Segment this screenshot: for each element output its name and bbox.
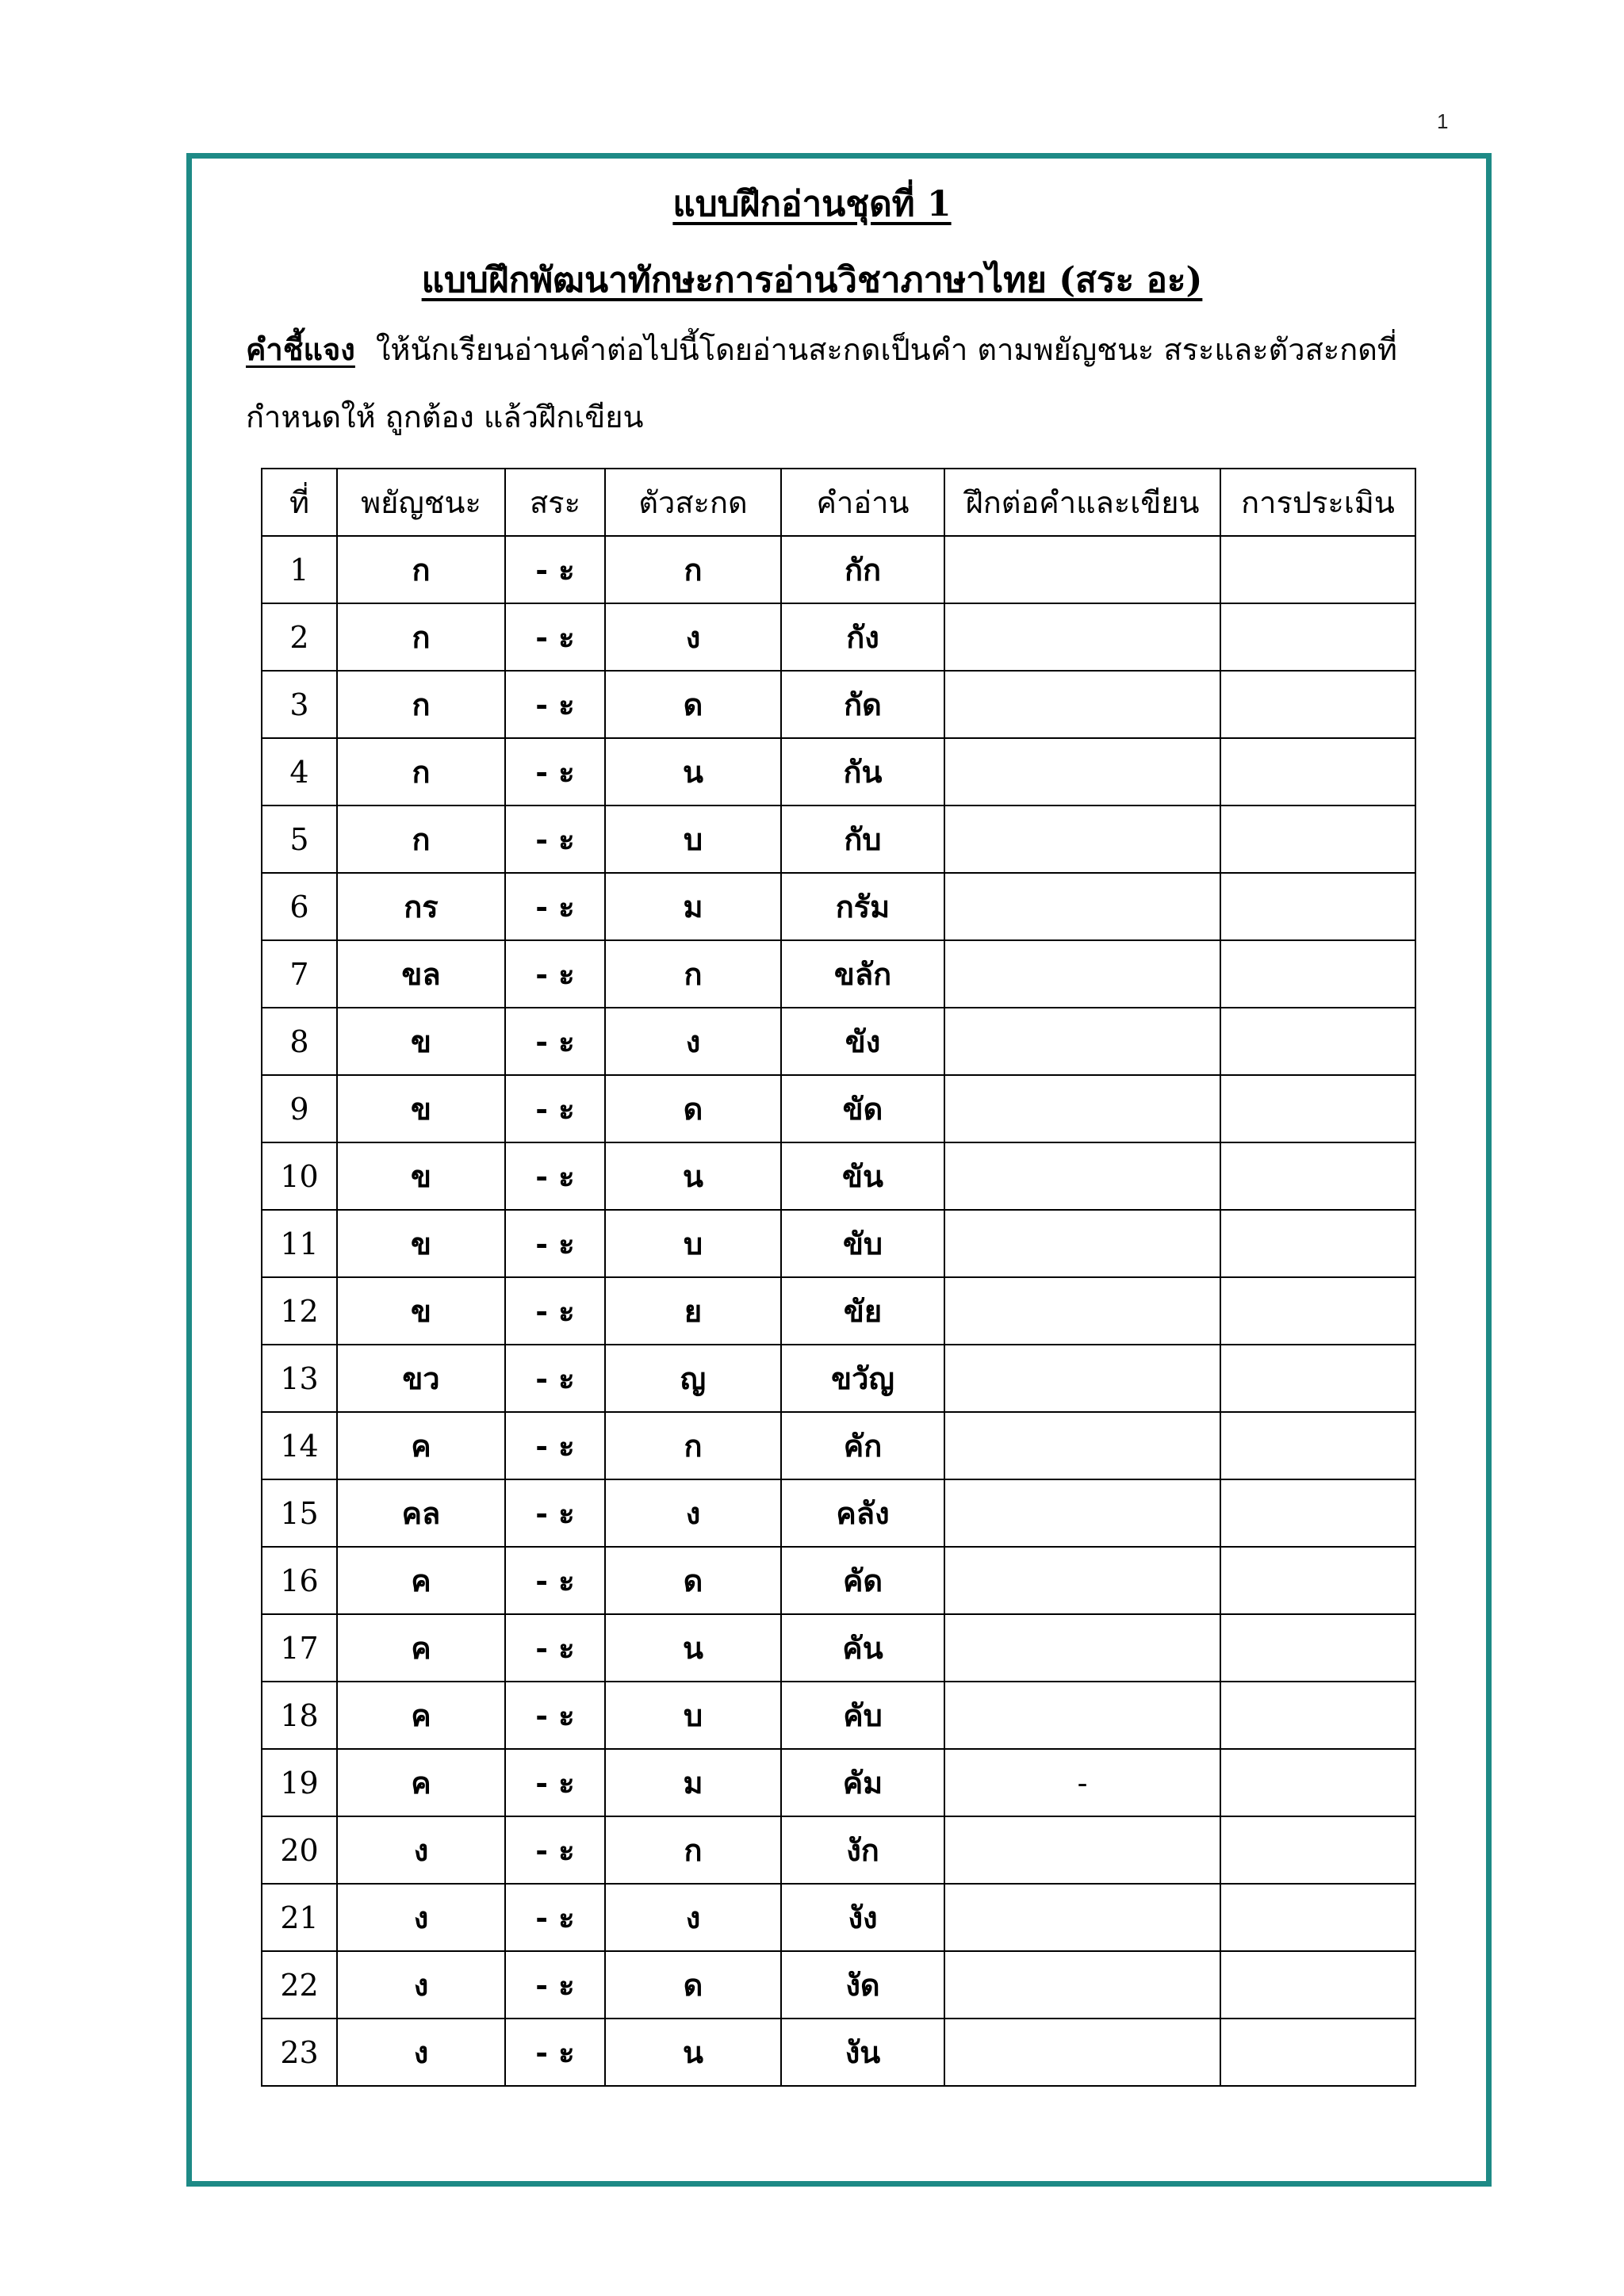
cell-vowel: - ะ (505, 1345, 605, 1412)
table-row (262, 2019, 1415, 2086)
cell-practice-writing[interactable] (944, 738, 1220, 806)
table-header-row (262, 469, 1415, 536)
cell-vowel: - ะ (505, 873, 605, 940)
cell-final-consonant: น (605, 2019, 781, 2086)
cell-number: 11 (262, 1210, 337, 1277)
cell-reading-word: งัด (781, 1951, 944, 2019)
table-row (262, 536, 1415, 603)
cell-practice-writing[interactable] (944, 1142, 1220, 1210)
cell-vowel: - ะ (505, 1277, 605, 1345)
cell-practice-writing[interactable] (944, 1479, 1220, 1547)
cell-consonant: ขล (337, 940, 505, 1008)
cell-final-consonant: ก (605, 940, 781, 1008)
cell-final-consonant: ก (605, 1412, 781, 1479)
cell-vowel: - ะ (505, 1682, 605, 1749)
cell-number: 15 (262, 1479, 337, 1547)
header-consonant: พยัญชนะ (337, 469, 505, 536)
cell-number: 3 (262, 671, 337, 738)
cell-consonant: ข (337, 1008, 505, 1075)
cell-number: 16 (262, 1547, 337, 1614)
cell-reading-word: กัน (781, 738, 944, 806)
cell-evaluation[interactable] (1220, 1277, 1415, 1345)
cell-reading-word: ขับ (781, 1210, 944, 1277)
cell-final-consonant: ญ (605, 1345, 781, 1412)
cell-consonant: ค (337, 1614, 505, 1682)
cell-final-consonant: ย (605, 1277, 781, 1345)
cell-practice-writing[interactable] (944, 1075, 1220, 1142)
table-row (262, 1884, 1415, 1951)
cell-number: 4 (262, 738, 337, 806)
cell-consonant: ข (337, 1210, 505, 1277)
cell-final-consonant: ก (605, 536, 781, 603)
table-row (262, 1749, 1415, 1816)
cell-consonant: ก (337, 738, 505, 806)
cell-vowel: - ะ (505, 1075, 605, 1142)
cell-evaluation[interactable] (1220, 1345, 1415, 1412)
table-row (262, 671, 1415, 738)
cell-practice-writing[interactable] (944, 1345, 1220, 1412)
cell-final-consonant: ด (605, 671, 781, 738)
cell-consonant: ค (337, 1412, 505, 1479)
cell-vowel: - ะ (505, 1412, 605, 1479)
cell-practice-writing[interactable] (944, 806, 1220, 873)
cell-consonant: ขว (337, 1345, 505, 1412)
table-row (262, 1682, 1415, 1749)
cell-consonant: ค (337, 1749, 505, 1816)
cell-practice-writing[interactable] (944, 2019, 1220, 2086)
cell-number: 10 (262, 1142, 337, 1210)
cell-reading-word: คัน (781, 1614, 944, 1682)
cell-number: 22 (262, 1951, 337, 2019)
cell-consonant: ก (337, 806, 505, 873)
cell-reading-word: คลัง (781, 1479, 944, 1547)
cell-number: 12 (262, 1277, 337, 1345)
cell-consonant: คล (337, 1479, 505, 1547)
instruction-text-1: ให้นักเรียนอ่านคำต่อไปนี้โดยอ่านสะกดเป็นคำ ตามพยัญชนะ สระและตัวสะกดที่ (375, 332, 1397, 367)
cell-vowel: - ะ (505, 738, 605, 806)
cell-evaluation[interactable] (1220, 1412, 1415, 1479)
cell-consonant: ข (337, 1075, 505, 1142)
cell-reading-word: คัด (781, 1547, 944, 1614)
cell-practice-writing[interactable] (944, 671, 1220, 738)
cell-reading-word: คัม (781, 1749, 944, 1816)
cell-practice-writing[interactable] (944, 1210, 1220, 1277)
cell-vowel: - ะ (505, 940, 605, 1008)
header-word: คำอ่าน (781, 469, 944, 536)
table-row (262, 873, 1415, 940)
table-row (262, 1412, 1415, 1479)
cell-evaluation[interactable] (1220, 1142, 1415, 1210)
cell-final-consonant: ง (605, 1884, 781, 1951)
table-row (262, 738, 1415, 806)
instruction-label: คำชี้แจง (246, 331, 355, 367)
table-body (262, 536, 1415, 2086)
cell-evaluation[interactable] (1220, 603, 1415, 671)
cell-vowel: - ะ (505, 1210, 605, 1277)
cell-consonant: ข (337, 1277, 505, 1345)
cell-evaluation[interactable] (1220, 1682, 1415, 1749)
cell-vowel: - ะ (505, 1142, 605, 1210)
cell-reading-word: กัก (781, 536, 944, 603)
cell-reading-word: กัด (781, 671, 944, 738)
cell-consonant: ง (337, 2019, 505, 2086)
cell-final-consonant: ม (605, 873, 781, 940)
cell-vowel: - ะ (505, 1547, 605, 1614)
cell-consonant: กร (337, 873, 505, 940)
cell-final-consonant: ก (605, 1816, 781, 1884)
instruction-line-1 (246, 325, 1451, 373)
table-row (262, 1210, 1415, 1277)
table-row (262, 1479, 1415, 1547)
cell-final-consonant: ง (605, 1479, 781, 1547)
cell-vowel: - ะ (505, 2019, 605, 2086)
cell-vowel: - ะ (505, 536, 605, 603)
cell-evaluation[interactable] (1220, 1951, 1415, 2019)
header-final: ตัวสะกด (605, 469, 781, 536)
cell-reading-word: งัน (781, 2019, 944, 2086)
header-vowel: สระ (505, 469, 605, 536)
cell-practice-writing[interactable] (944, 603, 1220, 671)
cell-practice-writing[interactable] (944, 1884, 1220, 1951)
cell-vowel: - ะ (505, 1479, 605, 1547)
cell-evaluation[interactable] (1220, 2019, 1415, 2086)
cell-consonant: ง (337, 1884, 505, 1951)
cell-vowel: - ะ (505, 1614, 605, 1682)
cell-practice-writing[interactable] (944, 873, 1220, 940)
cell-reading-word: งัง (781, 1884, 944, 1951)
cell-practice-writing[interactable] (944, 940, 1220, 1008)
cell-final-consonant: บ (605, 806, 781, 873)
cell-practice-writing[interactable] (944, 1816, 1220, 1884)
cell-evaluation[interactable] (1220, 940, 1415, 1008)
cell-consonant: ก (337, 671, 505, 738)
table-row (262, 1277, 1415, 1345)
cell-reading-word: กรัม (781, 873, 944, 940)
cell-evaluation[interactable] (1220, 806, 1415, 873)
cell-reading-word: ขัง (781, 1008, 944, 1075)
cell-practice-writing[interactable]: - (944, 1749, 1220, 1816)
cell-consonant: ง (337, 1951, 505, 2019)
header-evaluation: การประเมิน (1220, 469, 1415, 536)
cell-vowel: - ะ (505, 806, 605, 873)
header-no: ที่ (262, 469, 337, 536)
cell-final-consonant: น (605, 738, 781, 806)
cell-practice-writing[interactable] (944, 1547, 1220, 1614)
cell-number: 2 (262, 603, 337, 671)
cell-vowel: - ะ (505, 1008, 605, 1075)
cell-final-consonant: ง (605, 603, 781, 671)
cell-final-consonant: น (605, 1142, 781, 1210)
cell-consonant: ง (337, 1816, 505, 1884)
cell-number: 1 (262, 536, 337, 603)
table-row (262, 603, 1415, 671)
table-row (262, 1345, 1415, 1412)
cell-consonant: ก (337, 603, 505, 671)
table-row (262, 1075, 1415, 1142)
cell-number: 5 (262, 806, 337, 873)
table-row (262, 1142, 1415, 1210)
cell-evaluation[interactable] (1220, 1008, 1415, 1075)
cell-number: 21 (262, 1884, 337, 1951)
practice-table (261, 468, 1416, 2087)
cell-evaluation[interactable] (1220, 1749, 1415, 1816)
cell-vowel: - ะ (505, 1749, 605, 1816)
cell-final-consonant: บ (605, 1682, 781, 1749)
cell-reading-word: ขัย (781, 1277, 944, 1345)
cell-evaluation[interactable] (1220, 1479, 1415, 1547)
table-row (262, 1008, 1415, 1075)
cell-evaluation[interactable] (1220, 1816, 1415, 1884)
cell-number: 14 (262, 1412, 337, 1479)
cell-number: 19 (262, 1749, 337, 1816)
cell-reading-word: คับ (781, 1682, 944, 1749)
cell-vowel: - ะ (505, 1816, 605, 1884)
cell-consonant: ค (337, 1547, 505, 1614)
cell-number: 8 (262, 1008, 337, 1075)
cell-evaluation[interactable] (1220, 738, 1415, 806)
cell-evaluation[interactable] (1220, 671, 1415, 738)
header-practice: ฝึกต่อคำและเขียน (944, 469, 1220, 536)
cell-reading-word: ขัน (781, 1142, 944, 1210)
cell-vowel: - ะ (505, 1951, 605, 2019)
cell-evaluation[interactable] (1220, 1884, 1415, 1951)
cell-practice-writing[interactable] (944, 1614, 1220, 1682)
cell-evaluation[interactable] (1220, 1075, 1415, 1142)
cell-reading-word: ขวัญ (781, 1345, 944, 1412)
cell-reading-word: คัก (781, 1412, 944, 1479)
cell-number: 6 (262, 873, 337, 940)
instruction-line-2: กำหนดให้ ถูกต้อง แล้วฝึกเขียน (246, 400, 644, 434)
cell-reading-word: ขัด (781, 1075, 944, 1142)
cell-final-consonant: ม (605, 1749, 781, 1816)
cell-consonant: ค (337, 1682, 505, 1749)
cell-practice-writing[interactable] (944, 1682, 1220, 1749)
cell-practice-writing[interactable] (944, 1412, 1220, 1479)
cell-evaluation[interactable] (1220, 536, 1415, 603)
cell-number: 9 (262, 1075, 337, 1142)
table-row (262, 1547, 1415, 1614)
table-row (262, 1614, 1415, 1682)
cell-final-consonant: ง (605, 1008, 781, 1075)
page-number: 1 (1437, 109, 1449, 133)
cell-number: 23 (262, 2019, 337, 2086)
cell-reading-word: กับ (781, 806, 944, 873)
cell-evaluation[interactable] (1220, 1210, 1415, 1277)
cell-vowel: - ะ (505, 671, 605, 738)
cell-number: 7 (262, 940, 337, 1008)
cell-final-consonant: ด (605, 1951, 781, 2019)
cell-reading-word: ขลัก (781, 940, 944, 1008)
worksheet-title: แบบฝึกอ่านชุดที่ 1 (672, 184, 952, 224)
cell-practice-writing[interactable] (944, 1008, 1220, 1075)
cell-final-consonant: ด (605, 1547, 781, 1614)
cell-practice-writing[interactable] (944, 536, 1220, 603)
table-row (262, 806, 1415, 873)
cell-number: 18 (262, 1682, 337, 1749)
cell-number: 20 (262, 1816, 337, 1884)
cell-vowel: - ะ (505, 603, 605, 671)
cell-vowel: - ะ (505, 1884, 605, 1951)
cell-final-consonant: บ (605, 1210, 781, 1277)
cell-evaluation[interactable] (1220, 1547, 1415, 1614)
worksheet-subtitle: แบบฝึกพัฒนาทักษะการอ่านวิชาภาษาไทย (สระ อะ) (421, 260, 1203, 300)
cell-consonant: ข (337, 1142, 505, 1210)
cell-reading-word: กัง (781, 603, 944, 671)
table-row (262, 1951, 1415, 2019)
cell-practice-writing[interactable] (944, 1951, 1220, 2019)
cell-reading-word: งัก (781, 1816, 944, 1884)
cell-number: 13 (262, 1345, 337, 1412)
cell-final-consonant: น (605, 1614, 781, 1682)
table-row (262, 1816, 1415, 1884)
cell-number: 17 (262, 1614, 337, 1682)
cell-practice-writing[interactable] (944, 1277, 1220, 1345)
cell-final-consonant: ด (605, 1075, 781, 1142)
table-row (262, 940, 1415, 1008)
cell-evaluation[interactable] (1220, 873, 1415, 940)
cell-evaluation[interactable] (1220, 1614, 1415, 1682)
cell-consonant: ก (337, 536, 505, 603)
